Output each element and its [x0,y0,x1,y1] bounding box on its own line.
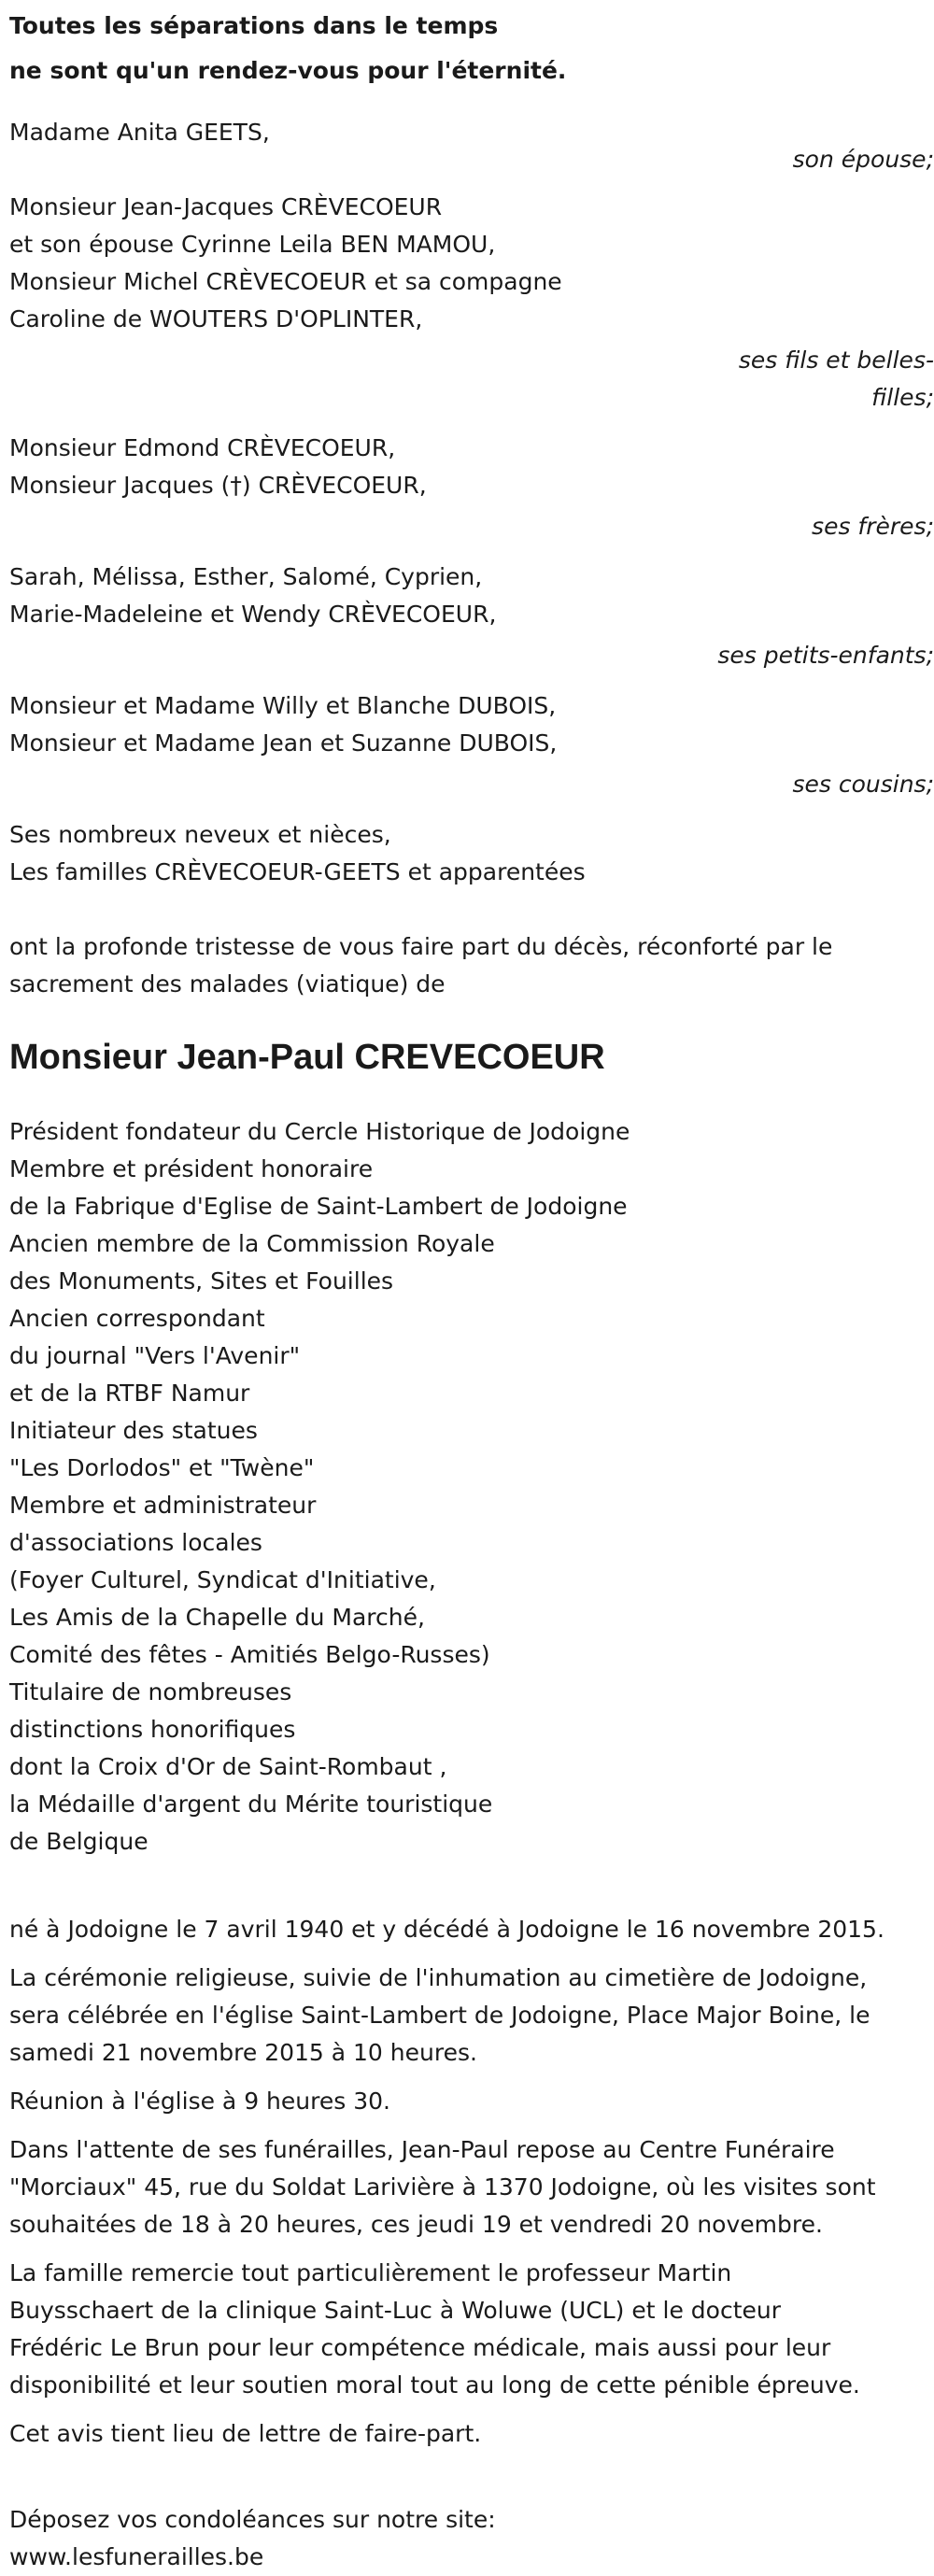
family-line: Caroline de WOUTERS D'OPLINTER, [9,305,423,333]
detail-line: souhaitées de 18 à 20 heures, ces jeudi 19 et vendredi 20 novembre. [9,2211,823,2238]
title-line: Initiateur des statues [9,1417,258,1444]
detail-line: La famille remercie tout particulièrement le professeur Martin [9,2259,732,2286]
title-line: Comité des fêtes - Amitiés Belgo-Russes) [9,1641,490,1668]
announcement [9,928,934,1003]
detail-line: Cet avis tient lieu de lettre de faire-part. [9,2420,482,2447]
family-group-cousins [9,687,934,803]
relation-label: ses cousins; [792,771,934,798]
title-line: distinctions honorifiques [9,1716,296,1743]
deceased-name: Monsieur Jean-Paul CREVECOEUR [9,1038,605,1077]
announcement-line: ont la profonde tristesse de vous faire part du décès, réconforté par le [9,933,833,960]
motto-line: Toutes les séparations dans le temps [9,12,499,39]
family-group-extended [9,816,934,891]
family-group-brothers [9,430,934,545]
detail-line: "Morciaux" 45, rue du Soldat Larivière à 1370 Jodoigne, où les visites sont [9,2173,876,2201]
family-group-grandchildren [9,559,934,674]
title-line: Membre et administrateur [9,1492,317,1519]
title-line: Membre et président honoraire [9,1155,374,1182]
relation-label: ses petits-enfants; [717,642,934,669]
title-line: Ancien membre de la Commission Royale [9,1230,495,1257]
title-line: "Les Dorlodos" et "Twène" [9,1454,315,1481]
title-line: la Médaille d'argent du Mérite touristique [9,1790,493,1818]
family-line: Monsieur et Madame Jean et Suzanne DUBOIS, [9,729,558,757]
condolences-label: Déposez vos condoléances sur notre site: [9,2506,496,2533]
family-line: Monsieur Edmond CRÈVECOEUR, [9,434,396,461]
detail-line: disponibilité et leur soutien moral tout au long de cette pénible épreuve. [9,2371,860,2399]
title-line: d'associations locales [9,1529,262,1556]
website-link[interactable]: www.lesfunerailles.be [9,2543,264,2570]
relation-label: son épouse; [792,146,934,173]
condolences [9,2501,934,2576]
details-section [9,1911,934,2453]
detail-line: sera célébrée en l'église Saint-Lambert de Jodoigne, Place Major Boine, le [9,2002,870,2029]
visitation-paragraph [9,2131,934,2243]
motto-line: ne sont qu'un rendez-vous pour l'éternité. [9,57,567,84]
family-line: Monsieur Jacques (†) CRÈVECOEUR, [9,472,427,499]
notice-paragraph [9,2415,934,2453]
title-line: du journal "Vers l'Avenir" [9,1342,301,1369]
detail-line: né à Jodoigne le 7 avril 1940 et y décédé à Jodoigne le 16 novembre 2015. [9,1916,884,1943]
thanks-paragraph [9,2255,934,2404]
relation-label: ses frères; [812,513,934,540]
title-line: dont la Croix d'Or de Saint-Rombaut , [9,1753,447,1780]
family-line: et son épouse Cyrinne Leila BEN MAMOU, [9,231,496,258]
title-line: de la Fabrique d'Eglise de Saint-Lambert de Jodoigne [9,1193,628,1220]
family-group-spouse [9,114,934,176]
meeting-paragraph [9,2083,934,2120]
relation-label: ses fils et belles- [738,347,934,374]
detail-line: samedi 21 novembre 2015 à 10 heures. [9,2039,477,2066]
announcement-line: sacrement des malades (viatique) de [9,970,446,998]
relation-label: filles; [871,384,934,411]
title-line: Ancien correspondant [9,1305,265,1332]
motto [9,0,934,93]
ceremony-paragraph [9,1960,934,2072]
family-line: Les familles CRÈVECOEUR-GEETS et apparentées [9,858,586,885]
detail-line: Dans l'attente de ses funérailles, Jean-Paul repose au Centre Funéraire [9,2136,835,2163]
title-line: Les Amis de la Chapelle du Marché, [9,1604,425,1631]
family-line: Ses nombreux neveux et nièces, [9,821,391,848]
family-line: Monsieur Michel CRÈVECOEUR et sa compagne [9,268,562,295]
family-line: Sarah, Mélissa, Esther, Salomé, Cyprien, [9,563,483,590]
title-line: des Monuments, Sites et Fouilles [9,1267,394,1295]
family-line: Madame Anita GEETS, [9,119,270,146]
obituary-content [9,0,934,2576]
title-line: Président fondateur du Cercle Historique de Jodoigne [9,1118,630,1145]
birth-death-paragraph [9,1911,934,1948]
title-line: de Belgique [9,1828,149,1855]
title-line: Titulaire de nombreuses [9,1678,292,1706]
family-group-sons [9,189,934,417]
family-line: Monsieur et Madame Willy et Blanche DUBOIS, [9,692,557,719]
detail-line: Buysschaert de la clinique Saint-Luc à Woluwe (UCL) et le docteur [9,2297,782,2324]
detail-line: Frédéric Le Brun pour leur compétence médicale, mais aussi pour leur [9,2334,831,2361]
family-line: Marie-Madeleine et Wendy CRÈVECOEUR, [9,601,497,628]
family-line: Monsieur Jean-Jacques CRÈVECOEUR [9,193,443,220]
title-line: (Foyer Culturel, Syndicat d'Initiative, [9,1566,436,1593]
title-line: et de la RTBF Namur [9,1380,250,1407]
titles-list [9,1113,934,1861]
detail-line: La cérémonie religieuse, suivie de l'inhumation au cimetière de Jodoigne, [9,1964,868,1991]
detail-line: Réunion à l'église à 9 heures 30. [9,2088,390,2115]
